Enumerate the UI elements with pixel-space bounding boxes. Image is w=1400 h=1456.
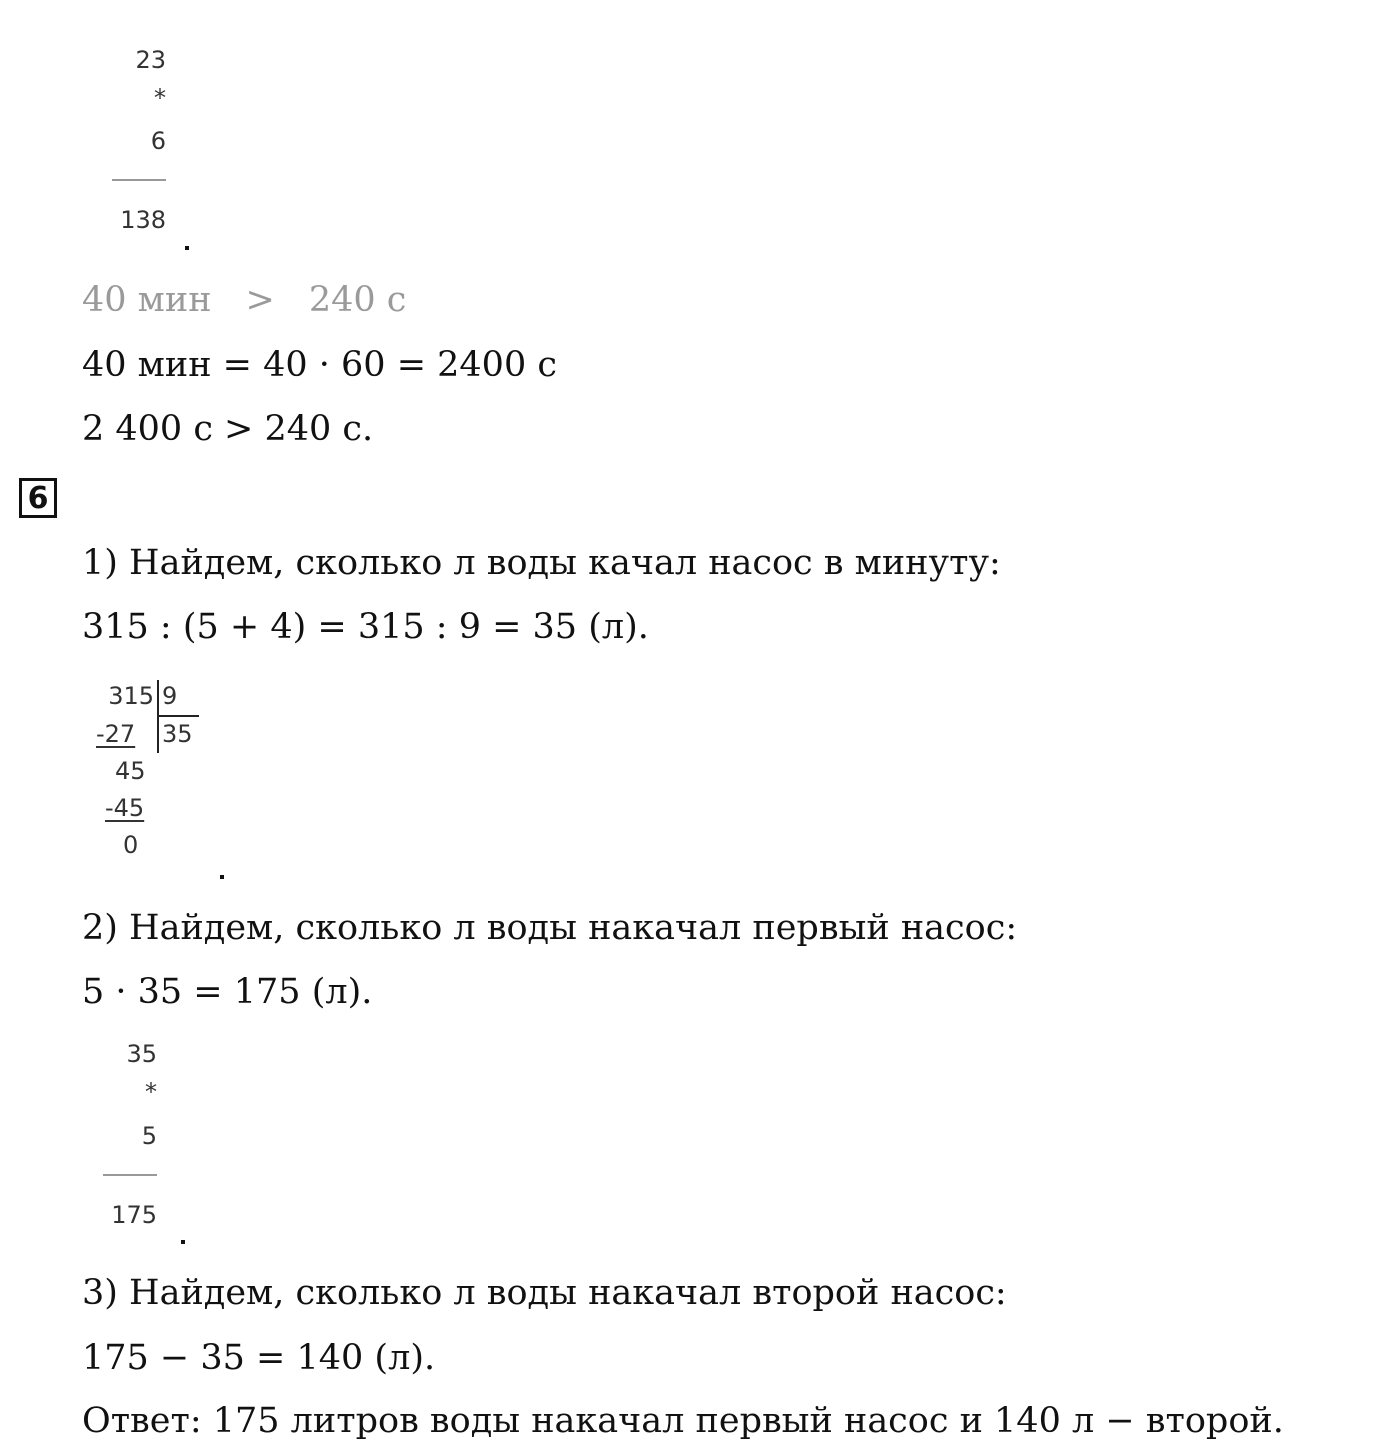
comparison-result: 2 400 с > 240 с.: [82, 409, 374, 449]
step2-formula: 5 · 35 = 175 (л).: [82, 972, 373, 1012]
division-rem2: 0: [123, 831, 139, 859]
mult2-top: 35: [126, 1040, 157, 1068]
mult1-bottom: 6: [150, 127, 166, 155]
comparison-sign: >: [245, 280, 275, 320]
division-sub2: -45: [105, 794, 145, 822]
step1-formula: 315 : (5 + 4) = 315 : 9 = 35 (л).: [82, 607, 649, 647]
comparison-gray: [82, 280, 406, 320]
division-quotient-bar: [157, 715, 199, 717]
mult2-bottom: 5: [141, 1122, 157, 1150]
division-dividend: 315: [108, 682, 154, 710]
answer-line: Ответ: 175 литров воды накачал первый насос и 140 л − второй.: [82, 1401, 1284, 1441]
division-sub1: -27: [96, 720, 136, 748]
mult1-line: [112, 179, 166, 181]
mult2-dot: [181, 1240, 185, 1244]
task-number: 6: [27, 480, 49, 516]
mult1-top: 23: [135, 46, 166, 74]
mult1-result: 138: [120, 206, 166, 234]
step3-formula: 175 − 35 = 140 (л).: [82, 1338, 436, 1378]
comparison-left: 40 мин: [82, 280, 212, 320]
mult2-line: [103, 1174, 157, 1176]
step3-text: 3) Найдем, сколько л воды накачал второй насос:: [82, 1273, 1007, 1313]
mult1-dot: [185, 246, 189, 250]
task-number-box: [19, 478, 57, 518]
division-quotient: 35: [162, 720, 193, 748]
division-dot: [220, 875, 224, 879]
mult2-result: 175: [111, 1201, 157, 1229]
conversion-line: 40 мин = 40 · 60 = 2400 с: [82, 345, 557, 385]
step2-text: 2) Найдем, сколько л воды накачал первый насос:: [82, 908, 1018, 948]
comparison-right: 240 с: [308, 280, 407, 320]
division-rem1: 45: [115, 757, 146, 785]
mult1-operator: *: [154, 84, 166, 112]
division-divisor: 9: [162, 682, 178, 710]
mult2-operator: *: [145, 1078, 157, 1106]
step1-text: 1) Найдем, сколько л воды качал насос в минуту:: [82, 543, 1001, 583]
